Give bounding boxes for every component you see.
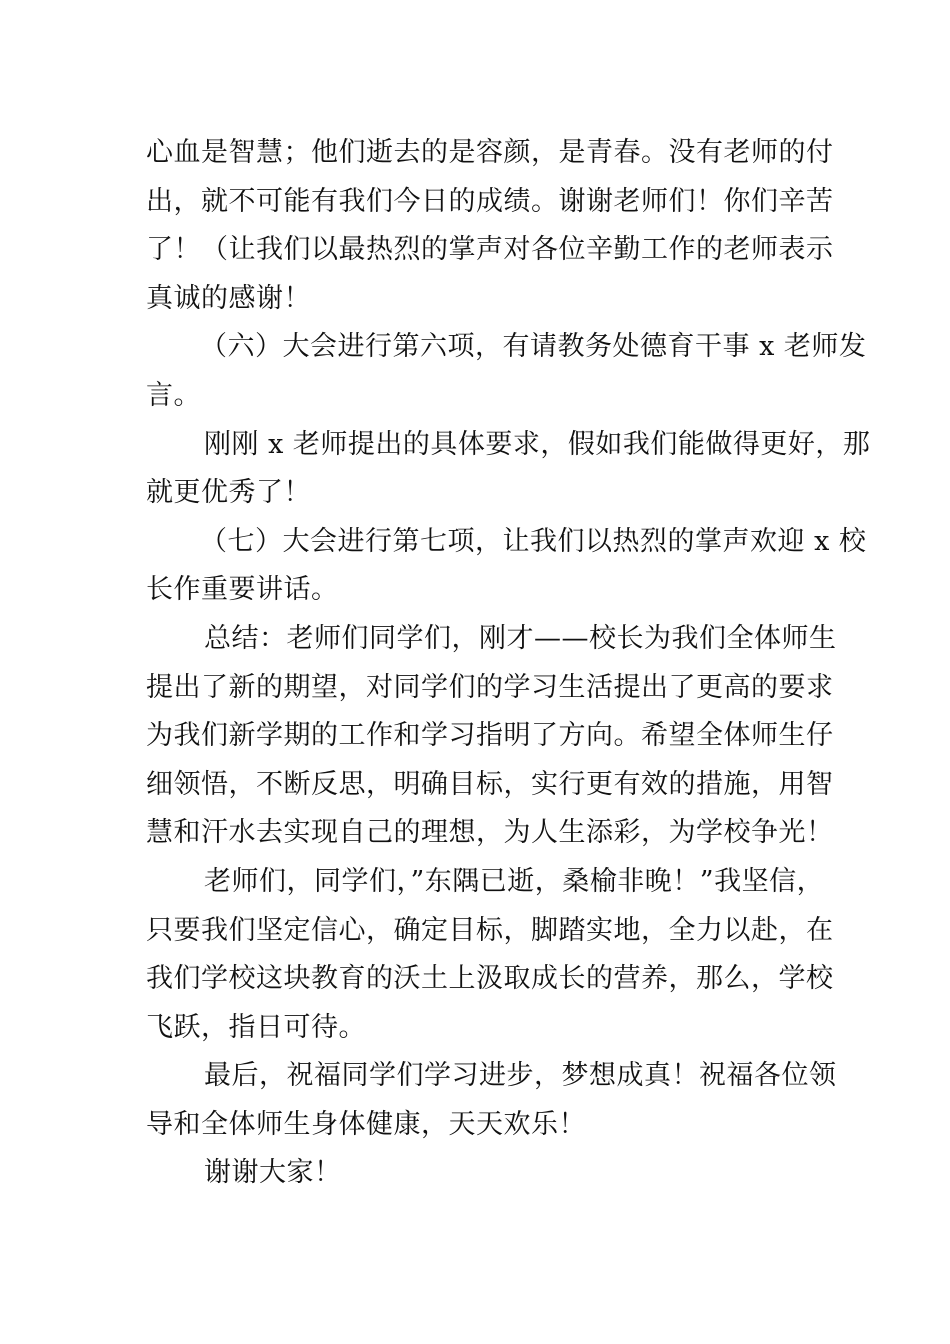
paragraph-line: 只要我们坚定信心，确定目标，脚踏实地，全力以赴，在: [146, 914, 834, 946]
paragraph-line: 提出了新的期望，对同学们的学习生活提出了更高的要求: [146, 671, 834, 703]
paragraph-line: 就更优秀了！: [146, 477, 311, 509]
paragraph-line: 为我们新学期的工作和学习指明了方向。希望全体师生仔: [146, 720, 834, 752]
paragraph-line: 细领悟，不断反思，明确目标，实行更有效的措施，用智: [146, 768, 834, 800]
paragraph-line: 老师们，同学们，”东隅已逝，桑榆非晚！”我坚信，: [204, 865, 825, 897]
paragraph-line: 总结：老师们同学们，刚才——校长为我们全体师生: [204, 622, 837, 654]
paragraph-line: （六）大会进行第六项，有请教务处德育干事 x 老师发: [200, 331, 867, 363]
paragraph-line: 飞跃，指日可待。: [146, 1011, 366, 1043]
paragraph-line: （七）大会进行第七项，让我们以热烈的掌声欢迎 x 校: [200, 525, 867, 557]
paragraph-line: 心血是智慧；他们逝去的是容颜，是青春。没有老师的付: [146, 137, 834, 168]
document-body: [146, 129, 871, 1198]
paragraph-line: 最后，祝福同学们学习进步，梦想成真！祝福各位领: [204, 1060, 837, 1092]
paragraph-line: 我们学校这块教育的沃土上汲取成长的营养，那么，学校: [146, 963, 834, 995]
paragraph-line: 慧和汗水去实现自己的理想，为人生添彩，为学校争光！: [146, 817, 834, 849]
paragraph-line: 长作重要讲话。: [146, 574, 339, 606]
paragraph-line: 出，就不可能有我们今日的成绩。谢谢老师们！你们辛苦: [146, 185, 834, 217]
paragraph-line: 了！（让我们以最热烈的掌声对各位辛勤工作的老师表示: [146, 234, 834, 266]
paragraph-line: 刚刚 x 老师提出的具体要求，假如我们能做得更好，那: [204, 428, 871, 460]
paragraph-line: 谢谢大家！: [204, 1157, 342, 1189]
paragraph-line: 真诚的感谢！: [146, 282, 311, 314]
paragraph-line: 导和全体师生身体健康，天天欢乐！: [146, 1108, 586, 1140]
paragraph-line: 言。: [146, 379, 201, 411]
